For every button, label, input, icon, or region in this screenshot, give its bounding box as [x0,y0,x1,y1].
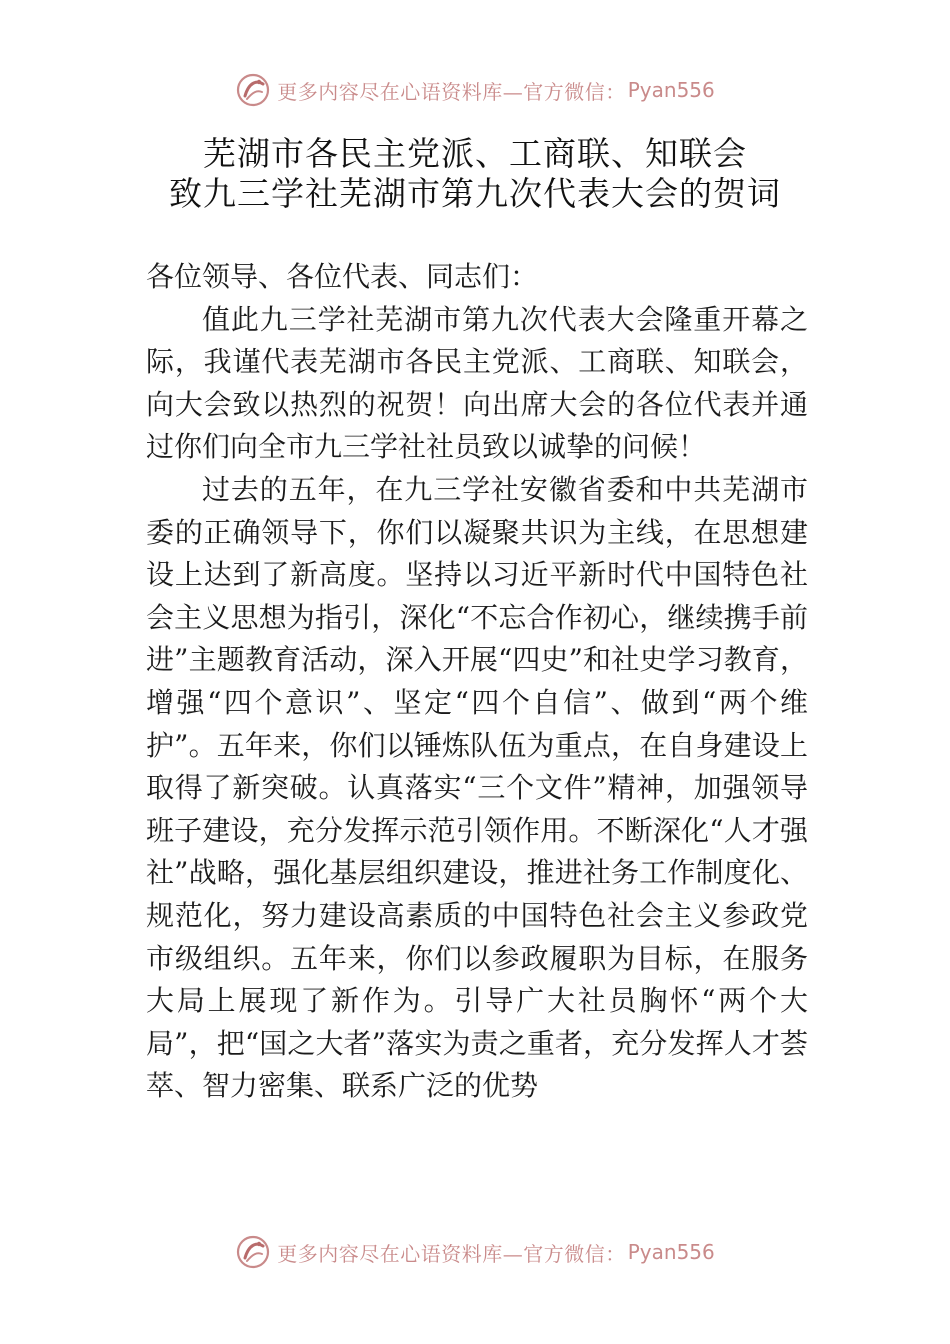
salutation: 各位领导、各位代表、同志们： [146,260,539,293]
watermark-wechat-id: Pyan556 [627,1240,715,1264]
paragraph-1: 值此九三学社芜湖市第九次代表大会隆重开幕之际，我谨代表芜湖市各民主党派、工商联、知联会，向大会致以热烈的祝贺！向出席大会的各位代表并通过你们向全市九三学社社员致以诚挚的问候！ [146,302,808,464]
document-body [146,256,808,1108]
watermark-text: 更多内容尽在心语资料库—官方微信： [277,79,626,104]
watermark-text: 更多内容尽在心语资料库—官方微信： [277,1241,626,1266]
paragraph-2: 过去的五年，在九三学社安徽省委和中共芜湖市委的正确领导下，你们以凝聚共识为主线，在思想建设上达到了新高度。坚持以习近平新时代中国特色社会主义思想为指引，深化“不忘合作初心，继续携手前进”主题教育活动，深入开展“四史”和社史学习教育，增强“四个意识”、坚定“四个自信”、做到“两个维护”。五年来，你们以锤炼队伍为重点，在自身建设上取得了新突破。认真落实“三个文件”精神，加强领导班子建设，充分发挥示范引领作用。不断深化“人才强社”战略，强化基层组织建设，推进社务工作制度化、规范化，努力建设高素质的中国特色社会主义参政党市级组织。五年来，你们以参政履职为目标，在服务大局上展现了新作为。引导广大社员胸怀“两个大局”，把“国之大者”落实为责之重者，充分发挥人才荟萃、智力密集、联系广泛的优势 [146,472,808,1103]
watermark-logo-icon [235,1234,271,1270]
watermark-logo-icon [235,72,271,108]
document-title-line-1: 芜湖市各民主党派、工商联、知联会 [203,134,747,173]
header-watermark [0,70,950,110]
footer-watermark [0,1232,950,1272]
document-title-line-2: 致九三学社芜湖市第九次代表大会的贺词 [169,174,781,213]
watermark-wechat-id: Pyan556 [627,78,715,102]
